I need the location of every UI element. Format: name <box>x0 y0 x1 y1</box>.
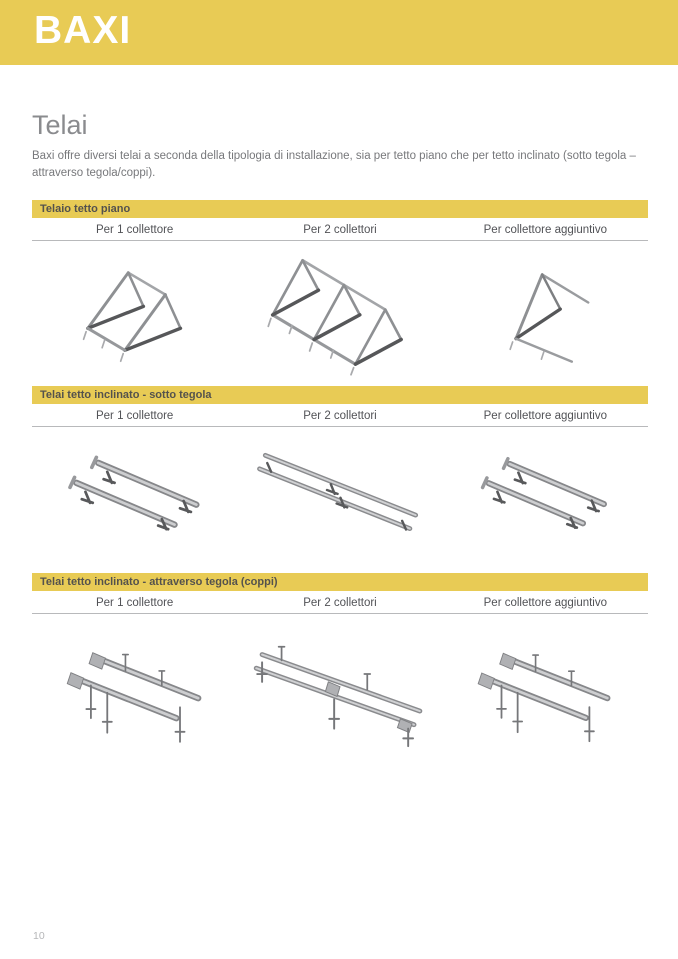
page-title: Telai <box>32 110 88 140</box>
column-header-additional: Per collettore aggiuntivo <box>483 224 608 236</box>
figure-row <box>32 427 648 555</box>
figure-row <box>32 614 648 776</box>
column-header-1-collector: Per 1 collettore <box>95 410 174 422</box>
section-header-bar <box>32 386 648 404</box>
column-header-1-collector: Per 1 collettore <box>95 597 174 609</box>
column-header-1-collector: Per 1 collettore <box>95 224 174 236</box>
figure-cell <box>443 427 648 555</box>
section-header-label: Telai tetto inclinato - attraverso tegola (coppi) <box>40 576 278 588</box>
column-header-2-collectors: Per 2 collettori <box>303 224 377 236</box>
section-inclined-through-tile <box>32 573 648 776</box>
section-header-label: Telaio tetto piano <box>40 203 131 215</box>
column-header-additional: Per collettore aggiuntivo <box>483 410 608 422</box>
column-header-2-collectors: Per 2 collettori <box>303 597 377 609</box>
flat-roof-frame-1-collector-image <box>76 254 194 374</box>
figure-cell <box>32 614 237 776</box>
section-flat-roof <box>32 200 648 386</box>
figure-cell <box>443 241 648 386</box>
figure-row <box>32 241 648 386</box>
brand-header-band <box>0 0 678 65</box>
section-header-bar <box>32 200 648 218</box>
figure-cell <box>237 427 442 555</box>
section-header-bar <box>32 573 648 591</box>
column-header-2-collectors: Per 2 collettori <box>303 410 377 422</box>
figure-cell <box>237 614 442 776</box>
baxi-logo: BAXI <box>34 9 132 52</box>
page-description: Baxi offre diversi telai a seconda della tipologia di installazione, sia per tetto piano che per tetto inclinato (sotto tegola – attraverso tegola/coppi). <box>32 150 636 179</box>
under-tile-rails-2-collectors-image <box>255 438 425 544</box>
through-tile-rails-1-collector-image <box>60 637 210 753</box>
section-header-label: Telai tetto inclinato - sotto tegola <box>40 389 212 401</box>
under-tile-rails-1-collector-image <box>59 441 211 541</box>
column-header-row <box>32 404 648 427</box>
page-content <box>0 111 678 776</box>
figure-cell <box>32 427 237 555</box>
figure-cell <box>237 241 442 386</box>
figure-cell <box>443 614 648 776</box>
flat-roof-frame-2-collectors-image <box>265 248 415 380</box>
flat-roof-frame-additional-collector-image <box>488 253 603 375</box>
figure-cell <box>32 241 237 386</box>
through-tile-rails-2-collectors-image <box>252 639 428 751</box>
page-number: 10 <box>33 930 45 942</box>
through-tile-rails-additional-collector-image <box>471 638 619 752</box>
under-tile-rails-additional-collector-image <box>472 443 618 539</box>
column-header-additional: Per collettore aggiuntivo <box>483 597 608 609</box>
section-inclined-under-tile <box>32 386 648 555</box>
column-header-row <box>32 591 648 614</box>
column-header-row <box>32 218 648 241</box>
